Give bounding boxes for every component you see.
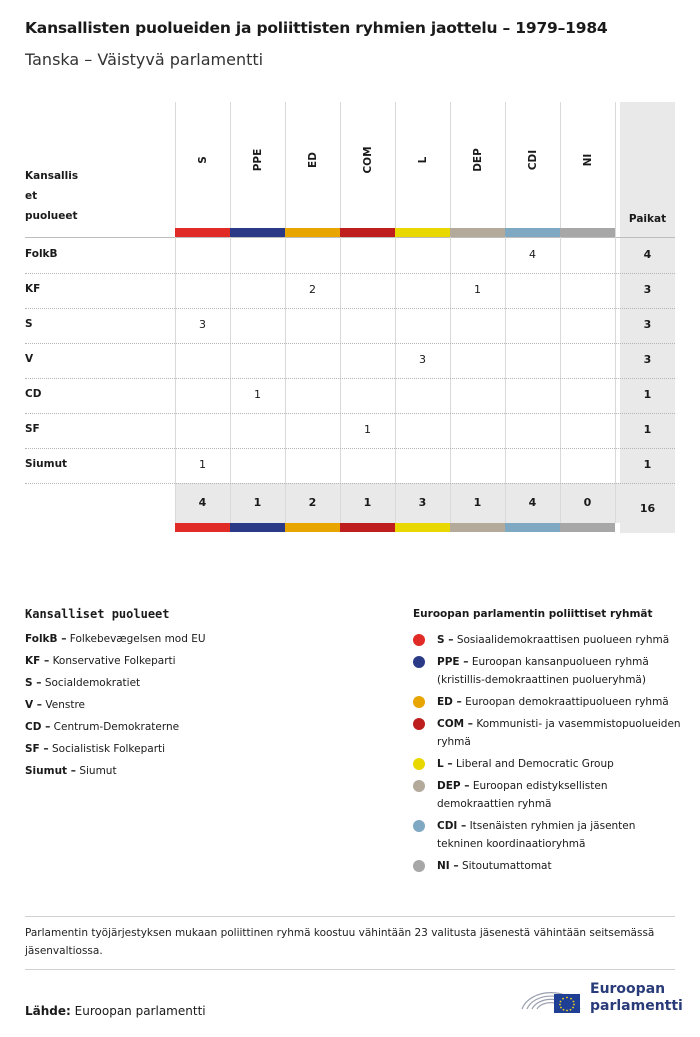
logo-line-2: parlamentti — [590, 998, 683, 1014]
seat-count-cell: 1 — [254, 388, 261, 401]
national-legend-item — [25, 721, 179, 733]
row-divider — [25, 273, 675, 274]
source-value: Euroopan parlamentti — [74, 1004, 206, 1018]
header-divider — [25, 237, 675, 238]
page-title: Kansallisten puolueiden ja poliittisten ryhmien jaottelu – 1979–1984 — [25, 19, 608, 37]
seats-column-header: Paikat — [628, 213, 667, 225]
legend-text — [437, 653, 682, 689]
legend-code: V – — [25, 699, 43, 711]
corner-label-line: puolueet — [25, 210, 78, 222]
legend-color-dot-icon — [413, 634, 425, 646]
group-color-bar-top — [285, 228, 340, 237]
legend-color-dot-icon — [413, 820, 425, 832]
footnote-divider-bottom — [25, 969, 675, 970]
group-total-cell: 1 — [363, 496, 372, 509]
legend-code: L – — [437, 758, 453, 770]
national-legend-item — [25, 743, 165, 755]
legend-code: CDI – — [437, 820, 467, 832]
legend-text — [437, 755, 682, 773]
legend-text — [437, 631, 682, 649]
national-legend-title: Kansalliset puolueet — [25, 607, 170, 621]
group-code: L — [416, 156, 429, 164]
group-header-dep — [450, 110, 505, 210]
group-header-l — [395, 110, 450, 210]
party-seat-total: 4 — [643, 248, 652, 261]
group-color-bar-top — [505, 228, 560, 237]
european-parliament-logo — [518, 979, 683, 1019]
party-name: V — [25, 353, 34, 365]
corner-label-line: et — [25, 190, 38, 202]
group-header-cdi — [505, 110, 560, 210]
seat-count-cell: 1 — [199, 458, 206, 471]
legend-party-name: Siumut — [79, 765, 117, 777]
legend-code: SF – — [25, 743, 49, 755]
group-code: CDI — [526, 149, 539, 171]
grand-total: 16 — [639, 502, 656, 515]
group-total-cell: 3 — [418, 496, 427, 509]
legend-code: S – — [437, 634, 454, 646]
group-header-ppe — [230, 110, 285, 210]
national-parties-column-header — [25, 166, 78, 226]
legend-party-name: Socialdemokratiet — [44, 677, 141, 689]
source-line — [25, 1004, 206, 1018]
legend-code: Siumut – — [25, 765, 76, 777]
group-header-ed — [285, 110, 340, 210]
party-seat-total: 1 — [643, 423, 652, 436]
party-name: KF — [25, 283, 41, 295]
party-seat-total: 1 — [643, 388, 652, 401]
legend-code: NI – — [437, 860, 459, 872]
group-color-bar-bottom — [560, 523, 615, 532]
legend-party-name: Venstre — [45, 699, 86, 711]
group-code: ED — [306, 152, 319, 168]
legend-color-dot-icon — [413, 718, 425, 730]
logo-line-1: Euroopan — [590, 981, 666, 997]
national-legend-item — [25, 765, 117, 777]
group-color-bar-top — [175, 228, 230, 237]
legend-code: CD – — [25, 721, 51, 733]
row-divider — [25, 483, 675, 484]
group-color-bar-bottom — [175, 523, 230, 532]
source-label: Lähde: — [25, 1004, 71, 1018]
row-divider — [25, 378, 675, 379]
national-legend-item — [25, 677, 140, 689]
legend-text — [437, 857, 682, 875]
legend-group-name: Euroopan demokraattipuolueen ryhmä — [465, 696, 669, 708]
legend-code: KF – — [25, 655, 50, 667]
legend-party-name: Socialistisk Folkeparti — [51, 743, 166, 755]
legend-group-name: Liberal and Democratic Group — [455, 758, 614, 770]
legend-color-dot-icon — [413, 780, 425, 792]
group-color-bar-top — [450, 228, 505, 237]
national-legend-item — [25, 633, 206, 645]
legend-text — [437, 817, 682, 853]
group-total-cell: 4 — [528, 496, 537, 509]
legend-text — [437, 693, 682, 711]
legend-text — [437, 715, 682, 751]
legend-code: S – — [25, 677, 42, 689]
seat-count-cell: 3 — [419, 353, 426, 366]
group-total-cell: 1 — [473, 496, 482, 509]
group-header-s — [175, 110, 230, 210]
party-seat-total: 1 — [643, 458, 652, 471]
legend-text — [437, 777, 682, 813]
page-subtitle: Tanska – Väistyvä parlamentti — [25, 50, 264, 69]
seat-count-cell: 1 — [364, 423, 371, 436]
legend-group-name: Itsenäisten ryhmien ja jäsenten tekninen koordinaatioryhmä — [437, 820, 636, 850]
legend-code: ED – — [437, 696, 462, 708]
footnote-divider-top — [25, 916, 675, 917]
legend-color-dot-icon — [413, 860, 425, 872]
seat-count-cell: 4 — [529, 248, 536, 261]
group-code: COM — [361, 146, 374, 174]
legend-color-dot-icon — [413, 656, 425, 668]
national-legend-item — [25, 699, 85, 711]
legend-group-name: Kommunisti- ja vasemmistopuolueiden ryhmä — [437, 718, 681, 748]
group-total-cell: 1 — [253, 496, 262, 509]
group-code: PPE — [251, 148, 264, 172]
legend-group-name: Sitoutumattomat — [461, 860, 552, 872]
party-seat-total: 3 — [643, 318, 652, 331]
legend-color-dot-icon — [413, 696, 425, 708]
party-name: SF — [25, 423, 40, 435]
group-color-bar-top — [560, 228, 615, 237]
legend-code: DEP – — [437, 780, 470, 792]
party-name: Siumut — [25, 458, 68, 470]
group-color-bar-bottom — [285, 523, 340, 532]
party-seat-total: 3 — [643, 283, 652, 296]
parliament-hemicycle-icon — [518, 979, 584, 1019]
legend-color-dot-icon — [413, 758, 425, 770]
group-code: DEP — [471, 148, 484, 172]
corner-label-line: Kansallis — [25, 170, 79, 182]
party-seat-total: 3 — [643, 353, 652, 366]
group-code: S — [196, 156, 209, 164]
legend-party-name: Centrum-Demokraterne — [53, 721, 180, 733]
legend-group-name: Euroopan kansanpuolueen ryhmä (kristillis-demokraattinen puolueryhmä) — [437, 656, 649, 686]
row-divider — [25, 343, 675, 344]
group-total-cell: 2 — [308, 496, 317, 509]
legend-code: COM – — [437, 718, 473, 730]
column-separator — [615, 102, 616, 523]
group-color-bar-bottom — [505, 523, 560, 532]
national-legend-item — [25, 655, 176, 667]
group-header-ni — [560, 110, 615, 210]
group-color-bar-top — [340, 228, 395, 237]
legend-party-name: Folkebevægelsen mod EU — [69, 633, 206, 645]
group-color-bar-bottom — [340, 523, 395, 532]
legend-code: FolkB – — [25, 633, 67, 645]
legend-group-name: Sosiaalidemokraattisen puolueen ryhmä — [456, 634, 670, 646]
legend-code: PPE – — [437, 656, 469, 668]
seat-count-cell: 2 — [309, 283, 316, 296]
group-code: NI — [581, 153, 594, 167]
seat-count-cell: 3 — [199, 318, 206, 331]
legend-group-name: Euroopan edistyksellisten demokraattien ryhmä — [437, 780, 608, 810]
party-name: S — [25, 318, 33, 330]
party-name: FolkB — [25, 248, 58, 260]
party-name: CD — [25, 388, 42, 400]
group-header-com — [340, 110, 395, 210]
logo-wordmark — [590, 981, 683, 1015]
group-color-bar-bottom — [450, 523, 505, 532]
row-divider — [25, 308, 675, 309]
row-divider — [25, 413, 675, 414]
group-color-bar-top — [230, 228, 285, 237]
legend-party-name: Konservative Folkeparti — [52, 655, 176, 667]
group-color-bar-bottom — [230, 523, 285, 532]
row-divider — [25, 448, 675, 449]
group-total-cell: 0 — [583, 496, 592, 509]
footnote: Parlamentin työjärjestyksen mukaan poliittinen ryhmä koostuu vähintään 23 valitusta jäsenestä vähintään seitsemässä jäsenvaltiossa. — [25, 927, 655, 957]
group-color-bar-top — [395, 228, 450, 237]
seat-count-cell: 1 — [474, 283, 481, 296]
group-color-bar-bottom — [395, 523, 450, 532]
groups-legend-title: Euroopan parlamentin poliittiset ryhmät — [413, 608, 653, 620]
group-total-cell: 4 — [198, 496, 207, 509]
